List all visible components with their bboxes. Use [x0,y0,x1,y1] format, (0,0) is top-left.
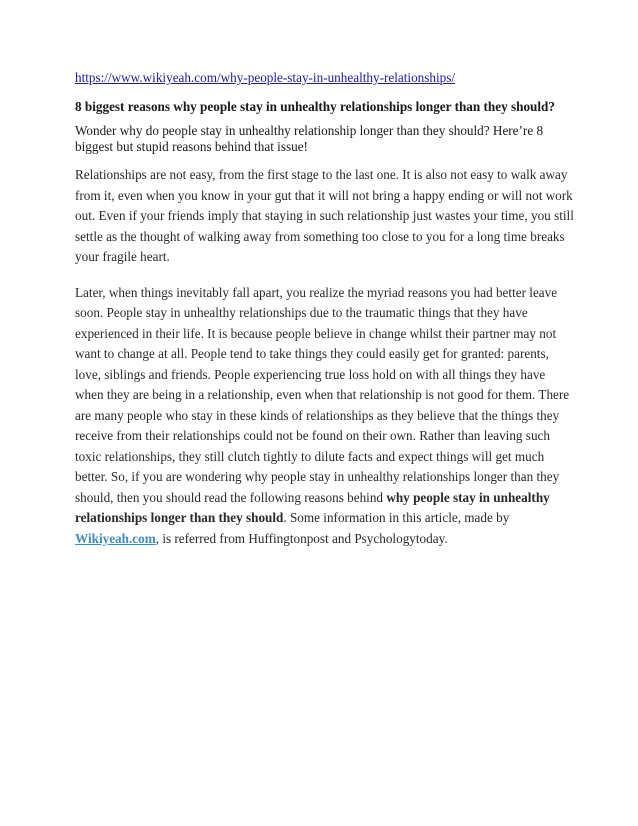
source-url-link[interactable]: https://www.wikiyeah.com/why-people-stay-in-unhealthy-relationships/ [75,70,456,85]
paragraph-2-text-end: , is referred from Huffingtonpost and Psychologytoday. [155,530,448,546]
document-page [75,69,575,549]
paragraph-2-text-cont: . Some information in this article, made by [283,510,510,525]
paragraph-2-text: Later, when things inevitably fall apart, you realize the myriad reasons you had better leave soon. People stay in unhealthy relationships due to the traumatic things that they have experienced in their life. It is because people believe in change whilst their partner may not want to change at all. People tend to take things they could easily get for granted: parents, love, siblings and friends. People experiencing true loss hold on with all things they have when they are being in a relationship, even when that relationship is not good for them. There are many people who stay in these kinds of relationships as they believe that the things they receive from their relationships could not be found on their own. Rather than leaving such toxic relationships, they still clutch tightly to dilute facts and expect things will get much better. So, if you are wondering why people stay in unhealthy relationships longer than they should, then you should read the following reasons behind [75,284,570,505]
paragraph-2 [75,283,575,550]
paragraph-1: Relationships are not easy, from the first stage to the last one. It is also not easy to walk away from it, even when you know in your gut that it will not bring a happy ending or will not work out. Even if your friends imply that staying in such relationship just wastes your time, you still settle as the thought of walking away from something too close to you for a long time breaks your fragile heart. [75,167,574,264]
article-title: 8 biggest reasons why people stay in unhealthy relationships longer than they should? [75,99,555,114]
article-intro: Wonder why do people stay in unhealthy relationship longer than they should? Here’re 8 biggest but stupid reasons behind that issue! [75,123,544,154]
paragraph-2-bold-phrase: why people stay in unhealthy relationships longer than they should [75,489,550,525]
wikiyeah-link[interactable]: Wikiyeah.com [75,530,156,546]
